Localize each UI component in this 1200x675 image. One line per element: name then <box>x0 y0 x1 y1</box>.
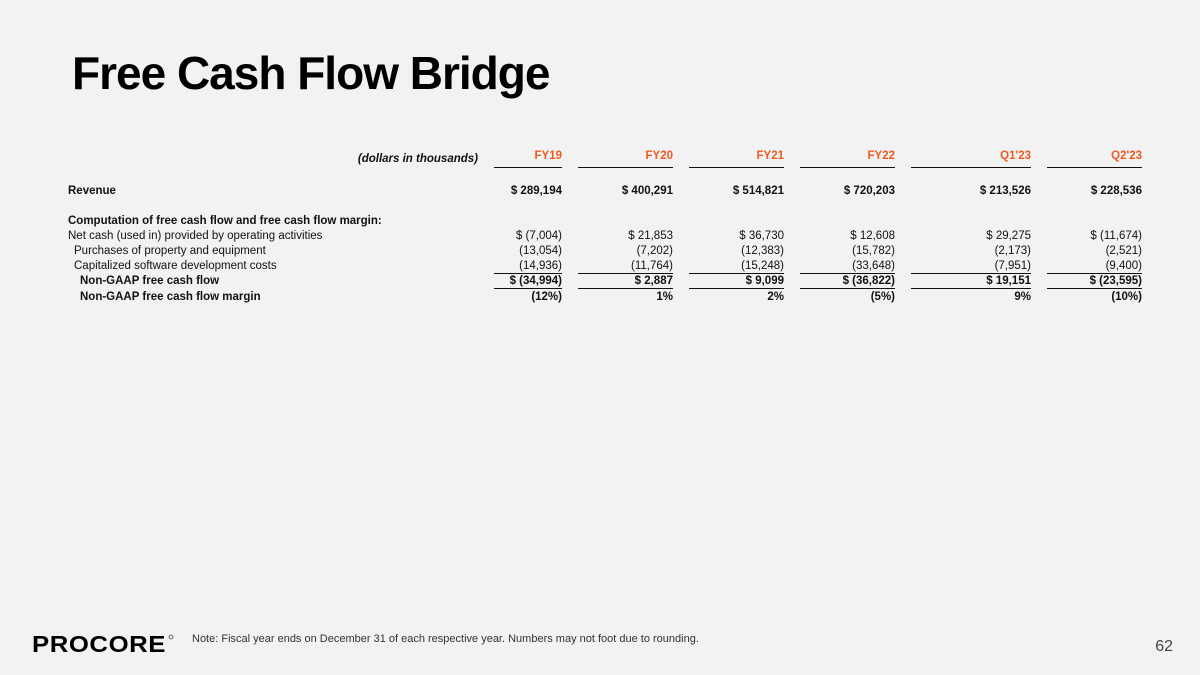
cell: (2,521) <box>1105 244 1142 257</box>
page-title: Free Cash Flow Bridge <box>72 47 550 99</box>
cell: $ 228,536 <box>1090 184 1142 197</box>
cell: (9,400) <box>1105 259 1142 272</box>
cell: (5%) <box>870 290 895 303</box>
cell: (14,936) <box>519 259 562 272</box>
cell: $ 289,194 <box>510 184 562 197</box>
cell: 2% <box>767 290 784 303</box>
section-heading: Computation of free cash flow and free cash flow margin: <box>68 214 382 227</box>
cell: (13,054) <box>519 244 562 257</box>
column-header: FY20 <box>562 150 673 168</box>
footnote: Note: Fiscal year ends on December 31 of each respective year. Numbers may not foot due to rounding. <box>192 633 699 645</box>
cell: $ 213,526 <box>979 184 1031 197</box>
row-label: Non-GAAP free cash flow margin <box>80 290 261 303</box>
cell: (15,248) <box>741 259 784 272</box>
cell: $ (34,994) <box>478 273 562 289</box>
row-label: Capitalized software development costs <box>74 259 277 272</box>
cell: $ 400,291 <box>621 184 673 197</box>
cell: $ 9,099 <box>673 273 784 289</box>
cell: $ 36,730 <box>739 229 784 242</box>
row-label: Purchases of property and equipment <box>74 244 266 257</box>
table-row-operating-cash <box>68 228 1142 243</box>
cell: $ 2,887 <box>562 273 673 289</box>
procore-logo <box>32 633 174 655</box>
free-cash-flow-table <box>68 150 1142 304</box>
row-label: Non-GAAP free cash flow <box>80 275 220 287</box>
table-row-free-cash-flow-margin <box>68 289 1142 304</box>
cell: $ 29,275 <box>986 229 1031 242</box>
cell: $ 720,203 <box>843 184 895 197</box>
column-header: Q2'23 <box>1031 150 1142 168</box>
cell: (15,782) <box>852 244 895 257</box>
table-row-free-cash-flow <box>68 273 1142 289</box>
cell: $ 19,151 <box>895 273 1031 289</box>
logo-text: PROCORE <box>32 633 166 655</box>
cell: (12,383) <box>741 244 784 257</box>
cell: $ (23,595) <box>1031 273 1142 289</box>
cell: (2,173) <box>994 244 1031 257</box>
cell: 1% <box>656 290 673 303</box>
cell: $ (11,674) <box>1090 229 1142 242</box>
column-header: FY22 <box>784 150 895 168</box>
table-row-capitalized-software <box>68 258 1142 273</box>
cell: (10%) <box>1111 290 1142 303</box>
cell: (11,764) <box>631 259 673 272</box>
cell: (7,202) <box>636 244 673 257</box>
table-row-purchases <box>68 243 1142 258</box>
cell: (12%) <box>531 290 562 303</box>
cell: $ 514,821 <box>732 184 784 197</box>
column-header: FY21 <box>673 150 784 168</box>
cell: $ (7,004) <box>515 229 562 242</box>
column-header: Q1'23 <box>895 150 1031 168</box>
cell: $ 21,853 <box>628 229 673 242</box>
cell: 9% <box>1014 290 1031 303</box>
table-header-row <box>68 150 1142 168</box>
table-row-revenue <box>68 183 1142 198</box>
row-label: Revenue <box>68 184 116 197</box>
page-number: 62 <box>1155 638 1173 655</box>
units-label: (dollars in thousands) <box>357 153 478 165</box>
cell: (7,951) <box>994 259 1031 272</box>
cell: $ 12,608 <box>850 229 895 242</box>
table-section-heading <box>68 213 1142 228</box>
cell: $ (36,822) <box>784 273 895 289</box>
row-label: Net cash (used in) provided by operating activities <box>68 229 323 242</box>
column-header: FY19 <box>478 150 562 168</box>
cell: (33,648) <box>852 259 895 272</box>
